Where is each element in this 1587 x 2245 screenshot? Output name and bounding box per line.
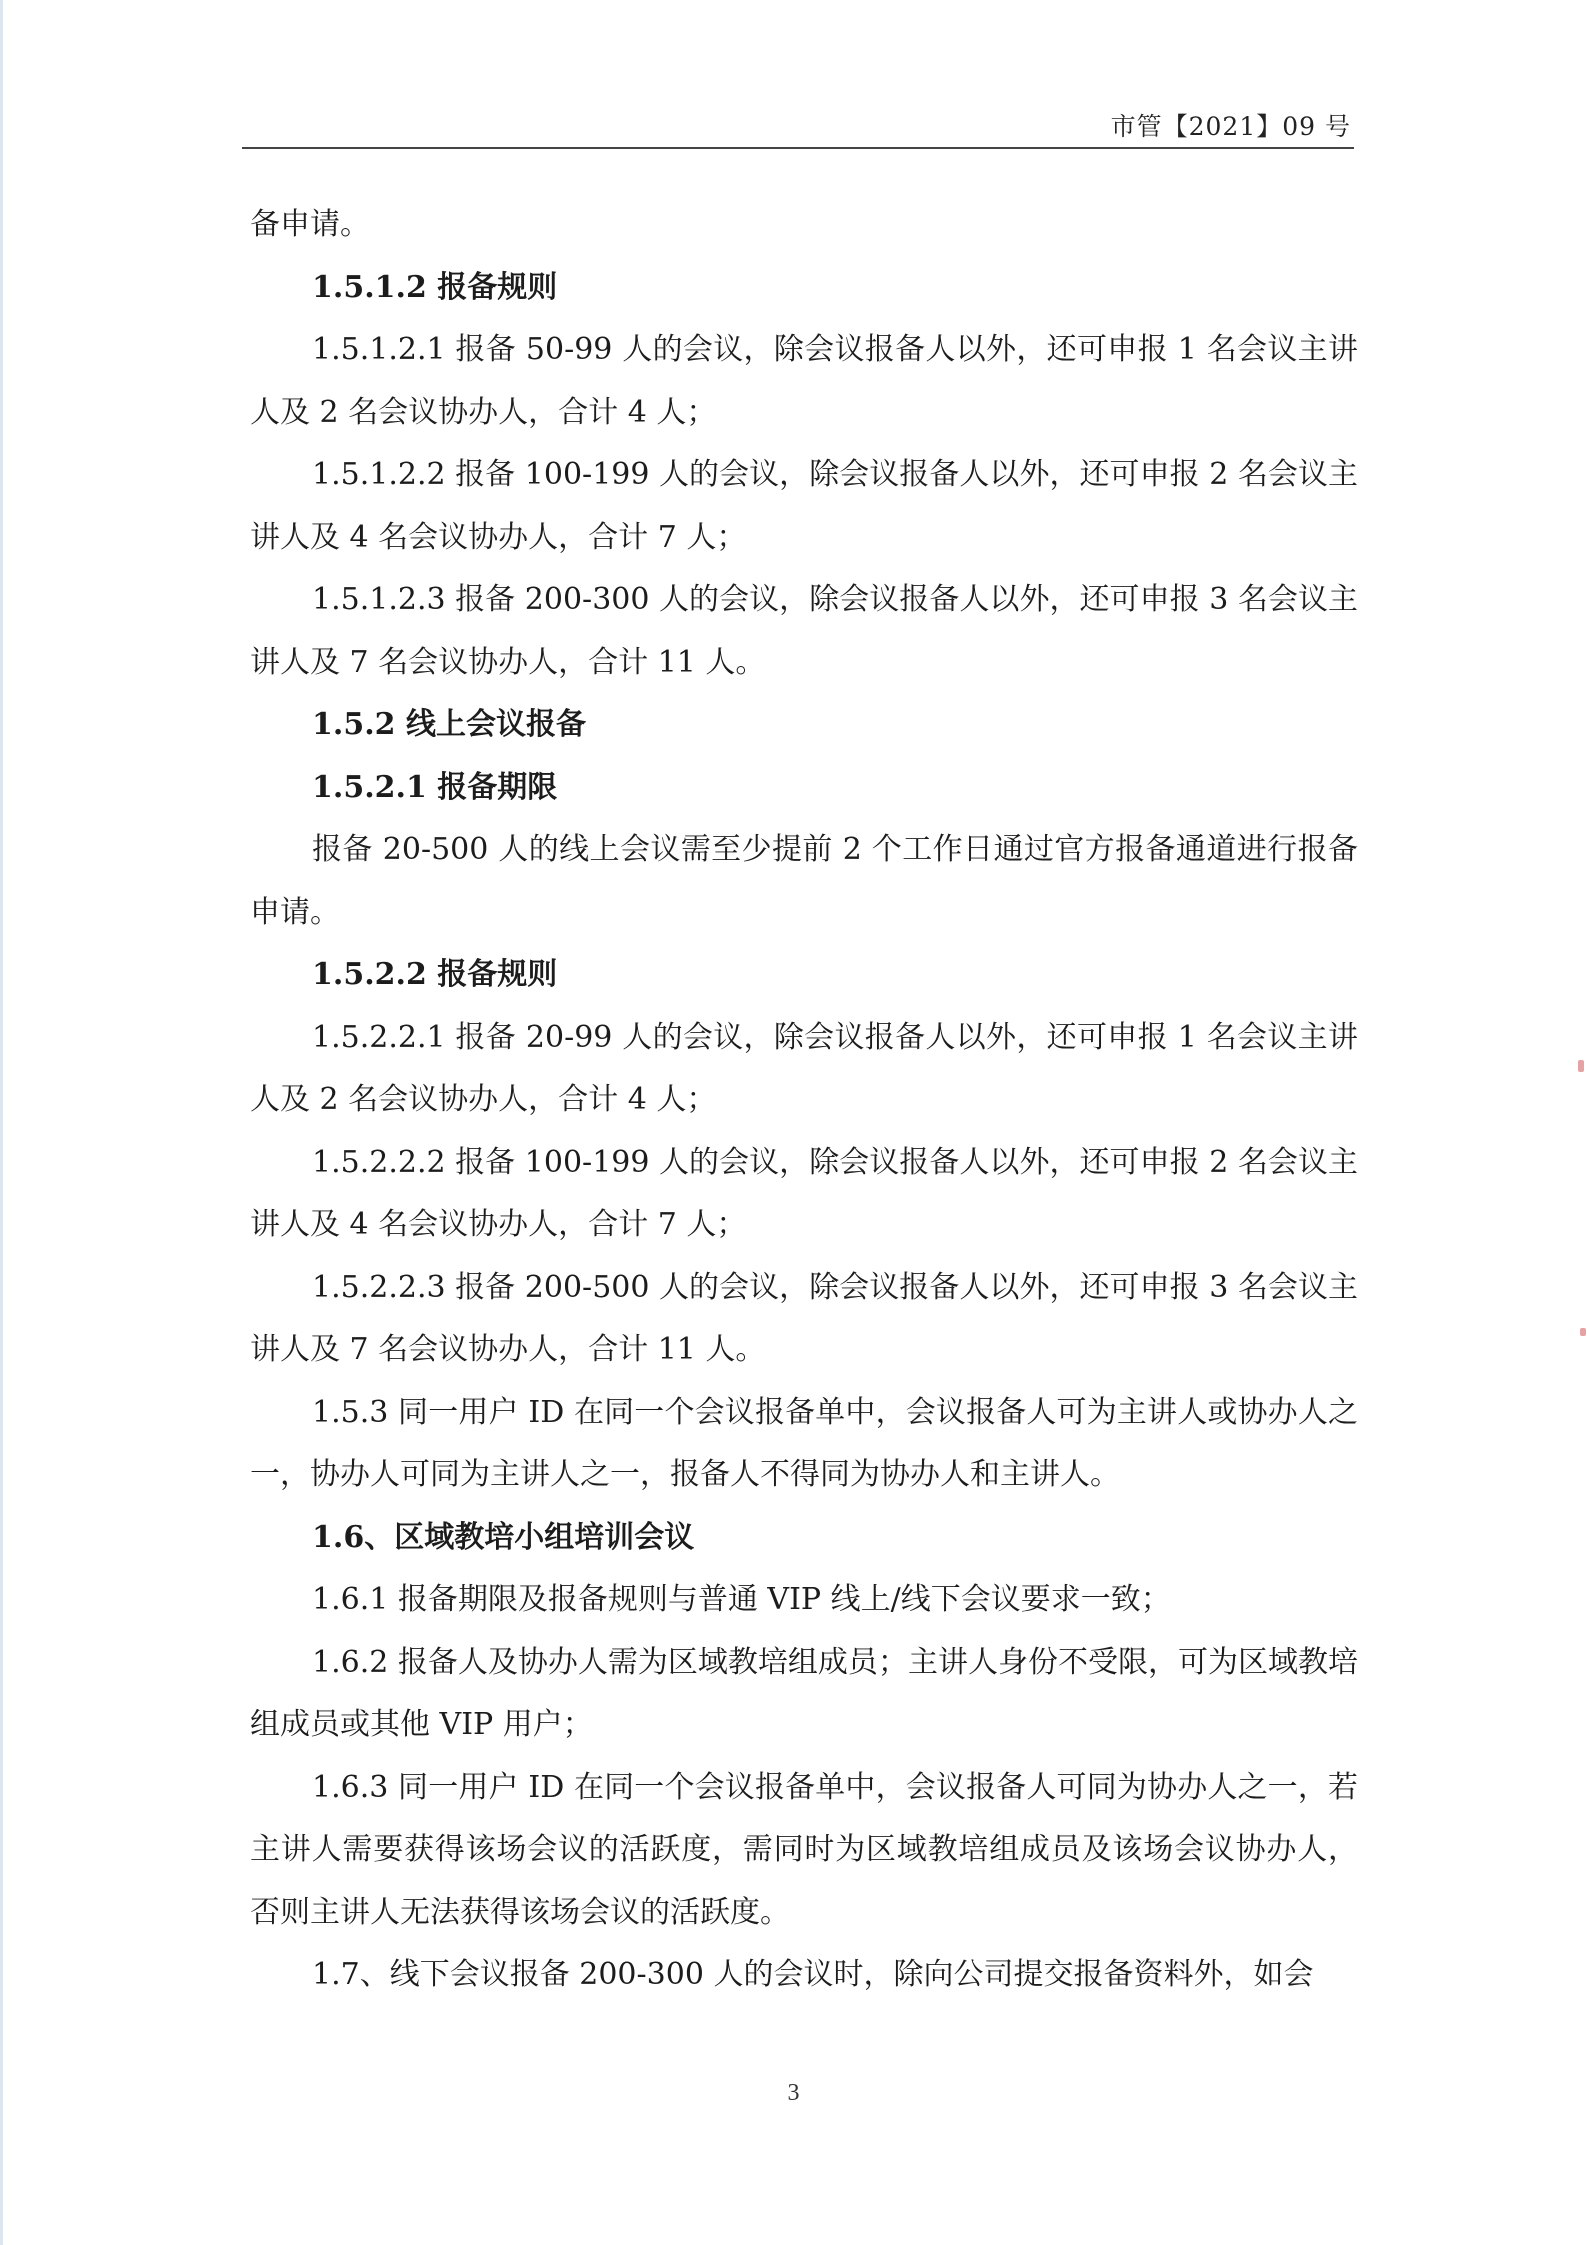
paragraph: 1.5.1.2.3 报备 200-300 人的会议，除会议报备人以外，还可申报 3 名会议主讲人及 7 名会议协办人，合计 11 人。 xyxy=(250,582,1358,680)
paragraph: 1.5.3 同一用户 ID 在同一个会议报备单中，会议报备人可为主讲人或协办人之一，协办人可同为主讲人之一，报备人不得同为协办人和主讲人。 xyxy=(250,1394,1358,1492)
document-body xyxy=(250,194,1358,2007)
section-heading: 1.5.2.1 报备期限 xyxy=(312,769,558,805)
scan-artifact xyxy=(1578,1060,1584,1072)
paragraph: 1.5.2.2.2 报备 100-199 人的会议，除会议报备人以外，还可申报 2 名会议主讲人及 4 名会议协办人，合计 7 人； xyxy=(250,1144,1358,1242)
paragraph: 1.6.1 报备期限及报备规则与普通 VIP 线上/线下会议要求一致； xyxy=(312,1582,1171,1617)
page-number: 3 xyxy=(787,2080,800,2106)
header-rule xyxy=(242,147,1354,149)
paragraph: 1.5.2.2.3 报备 200-500 人的会议，除会议报备人以外，还可申报 3 名会议主讲人及 7 名会议协办人，合计 11 人。 xyxy=(250,1269,1358,1367)
section-heading: 1.5.2.2 报备规则 xyxy=(312,957,558,992)
paragraph: 1.5.1.2.1 报备 50-99 人的会议，除会议报备人以外，还可申报 1 名会议主讲人及 2 名会议协办人，合计 4 人； xyxy=(250,332,1358,430)
scan-artifact xyxy=(1580,1328,1586,1336)
paragraph: 1.7、线下会议报备 200-300 人的会议时，除向公司提交报备资料外，如会 xyxy=(312,1957,1314,1992)
section-heading: 1.5.2 线上会议报备 xyxy=(312,707,586,742)
paragraph: 1.6.2 报备人及协办人需为区域教培组成员；主讲人身份不受限，可为区域教培组成员或其他 VIP 用户； xyxy=(250,1644,1358,1742)
section-heading: 1.6、区域教培小组培训会议 xyxy=(312,1519,695,1555)
paragraph-continuation: 备申请。 xyxy=(250,207,370,242)
paragraph: 1.6.3 同一用户 ID 在同一个会议报备单中，会议报备人可同为协办人之一，若主讲人需要获得该场会议的活跃度，需同时为区域教培组成员及该场会议协办人，否则主讲人无法获得该场会议的活跃度。 xyxy=(250,1769,1358,1930)
section-heading: 1.5.1.2 报备规则 xyxy=(312,269,558,305)
paragraph: 报备 20-500 人的线上会议需至少提前 2 个工作日通过官方报备通道进行报备申请。 xyxy=(250,832,1358,930)
paragraph: 1.5.2.2.1 报备 20-99 人的会议，除会议报备人以外，还可申报 1 名会议主讲人及 2 名会议协办人，合计 4 人； xyxy=(250,1019,1358,1117)
scan-edge xyxy=(0,0,3,2245)
document-number: 市管【2021】09 号 xyxy=(1110,112,1351,141)
paragraph: 1.5.1.2.2 报备 100-199 人的会议，除会议报备人以外，还可申报 2 名会议主讲人及 4 名会议协办人，合计 7 人； xyxy=(250,457,1358,555)
